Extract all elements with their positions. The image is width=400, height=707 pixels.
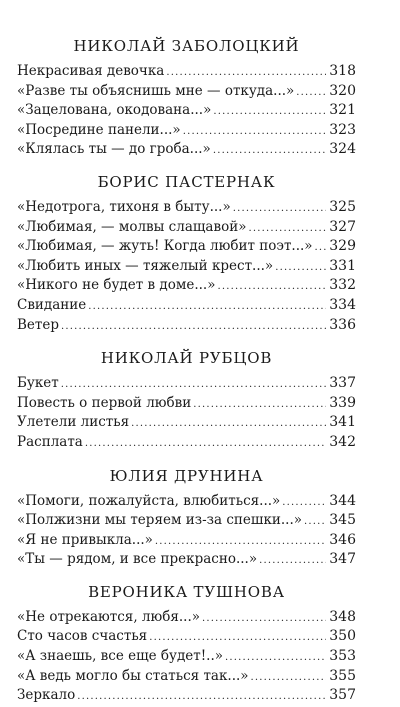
dot-leader xyxy=(275,258,326,278)
entry-title: «Разве ты объяснишь мне — откуда...» xyxy=(17,82,295,99)
entry-page-number: 337 xyxy=(329,375,356,392)
toc-section-rubtsov xyxy=(17,348,356,452)
toc-entry[interactable] xyxy=(17,647,356,667)
toc-section-tushnova xyxy=(17,582,356,706)
toc-entry[interactable] xyxy=(17,667,356,687)
toc-entry[interactable] xyxy=(17,101,356,121)
toc-entry[interactable] xyxy=(17,121,356,141)
author-heading: БОРИС ПАСТЕРНАК xyxy=(97,172,276,191)
entry-title: «Клялась ты — до гроба...» xyxy=(17,141,211,158)
dot-leader xyxy=(251,668,327,688)
toc-entry[interactable] xyxy=(17,531,356,551)
entry-page-number: 344 xyxy=(329,492,356,509)
entry-page-number: 336 xyxy=(329,316,356,333)
toc-entry[interactable] xyxy=(17,413,356,433)
entry-title: Некрасивая девочка xyxy=(17,63,165,79)
entry-page-number: 355 xyxy=(329,667,356,684)
entry-title: «Я не привыкла...» xyxy=(17,531,153,548)
author-heading: ВЕРОНИКА ТУШНОВА xyxy=(88,582,285,601)
dot-leader xyxy=(248,219,326,239)
toc-entry[interactable] xyxy=(17,550,356,570)
entry-page-number: 331 xyxy=(329,257,356,274)
entry-page-number: 324 xyxy=(329,141,356,158)
dot-leader xyxy=(213,141,326,161)
entry-page-number: 339 xyxy=(329,394,356,411)
entry-title: Сто часов счастья xyxy=(17,628,148,645)
entry-title: «А знаешь, все еще будет!..» xyxy=(17,648,224,665)
dot-leader xyxy=(149,628,326,648)
toc-entry[interactable] xyxy=(17,198,356,218)
toc-entry[interactable] xyxy=(17,316,356,336)
entry-page-number: 329 xyxy=(329,238,356,255)
entry-page-number: 318 xyxy=(329,63,356,79)
toc-section-drunina xyxy=(17,466,356,570)
toc-section-pasternak xyxy=(17,172,356,335)
toc-entry[interactable] xyxy=(17,276,356,296)
toc-entry[interactable] xyxy=(17,374,356,394)
entry-page-number: 357 xyxy=(329,687,356,704)
entry-title: «Любимая, — жуть! Когда любит поэт...» xyxy=(17,238,313,255)
entry-title: «Помоги, пожалуйста, влюбиться...» xyxy=(17,492,281,509)
toc-entry[interactable] xyxy=(17,686,356,706)
entry-title: «Полжизни мы теряем из-за спешки...» xyxy=(17,512,303,529)
toc-entry[interactable] xyxy=(17,492,356,512)
entry-page-number: 350 xyxy=(329,628,356,645)
entry-title: «Ты — рядом, и все прекрасно...» xyxy=(17,551,258,568)
toc-entry[interactable] xyxy=(17,627,356,647)
entry-page-number: 320 xyxy=(329,82,356,99)
toc-entry[interactable] xyxy=(17,257,356,277)
entry-page-number: 348 xyxy=(329,608,356,625)
entry-page-number: 342 xyxy=(329,433,356,450)
author-heading: НИКОЛАЙ ЗАБОЛОЦКИЙ xyxy=(73,37,300,55)
entry-page-number: 346 xyxy=(329,531,356,548)
author-heading: ЮЛИЯ ДРУНИНА xyxy=(109,466,264,485)
dot-leader xyxy=(282,493,326,513)
toc-entry[interactable] xyxy=(17,608,356,628)
dot-leader xyxy=(259,551,326,571)
dot-leader xyxy=(217,277,326,297)
entry-title: «Недотрога, тихоня в быту...» xyxy=(17,198,231,215)
entry-page-number: 347 xyxy=(329,551,356,568)
dot-leader xyxy=(85,434,326,454)
toc-entry[interactable] xyxy=(17,394,356,414)
entry-title: Расплата xyxy=(17,433,83,450)
entry-page-number: 332 xyxy=(329,277,356,294)
dot-leader xyxy=(202,609,326,629)
toc-section-zabolotsky xyxy=(17,36,356,160)
entry-title: «Любимая, — молвы слащавой» xyxy=(17,218,247,235)
dot-leader xyxy=(193,395,326,415)
dot-leader xyxy=(304,512,326,532)
dot-leader xyxy=(166,63,326,83)
entry-title: Ветер xyxy=(17,316,60,333)
entry-title: Букет xyxy=(17,375,59,392)
entry-title: «Не отрекаются, любя...» xyxy=(17,608,201,625)
entry-title: «Любить иных — тяжелый крест...» xyxy=(17,257,274,274)
dot-leader xyxy=(131,414,326,434)
dot-leader xyxy=(155,532,326,552)
entry-page-number: 334 xyxy=(329,296,356,313)
entry-page-number: 341 xyxy=(329,414,356,431)
entry-title: Свидание xyxy=(17,296,87,313)
entry-page-number: 323 xyxy=(329,121,356,138)
entry-title: Зеркало xyxy=(17,687,76,704)
dot-leader xyxy=(61,375,327,395)
entry-title: Улетели листья xyxy=(17,414,130,431)
dot-leader xyxy=(183,122,327,142)
author-heading: НИКОЛАЙ РУБЦОВ xyxy=(100,349,273,368)
entry-page-number: 353 xyxy=(329,648,356,665)
entry-title: «Зацелована, окодована...» xyxy=(17,102,212,119)
table-of-contents xyxy=(17,36,356,706)
toc-entry[interactable] xyxy=(17,82,356,102)
dot-leader xyxy=(233,199,327,219)
toc-entry[interactable] xyxy=(17,140,356,160)
entry-title: Повесть о первой любви xyxy=(17,394,192,411)
entry-page-number: 345 xyxy=(329,512,356,529)
toc-entry[interactable] xyxy=(17,433,356,453)
entry-page-number: 325 xyxy=(329,198,356,215)
entry-page-number: 321 xyxy=(329,102,356,119)
toc-entry[interactable] xyxy=(17,218,356,238)
dot-leader xyxy=(77,687,326,707)
toc-entry[interactable] xyxy=(17,511,356,531)
dot-leader xyxy=(213,102,326,122)
toc-entry[interactable] xyxy=(17,62,356,82)
entry-title: «Посредине панели...» xyxy=(17,121,181,138)
toc-entry[interactable] xyxy=(17,296,356,316)
toc-entry[interactable] xyxy=(17,237,356,257)
entry-page-number: 327 xyxy=(329,218,356,235)
dot-leader xyxy=(61,317,326,337)
dot-leader xyxy=(315,238,327,258)
entry-title: «Никого не будет в доме...» xyxy=(17,277,216,294)
dot-leader xyxy=(88,297,326,317)
entry-title: «А ведь могло бы статься так...» xyxy=(17,667,249,684)
dot-leader xyxy=(225,648,326,668)
dot-leader xyxy=(296,83,326,103)
